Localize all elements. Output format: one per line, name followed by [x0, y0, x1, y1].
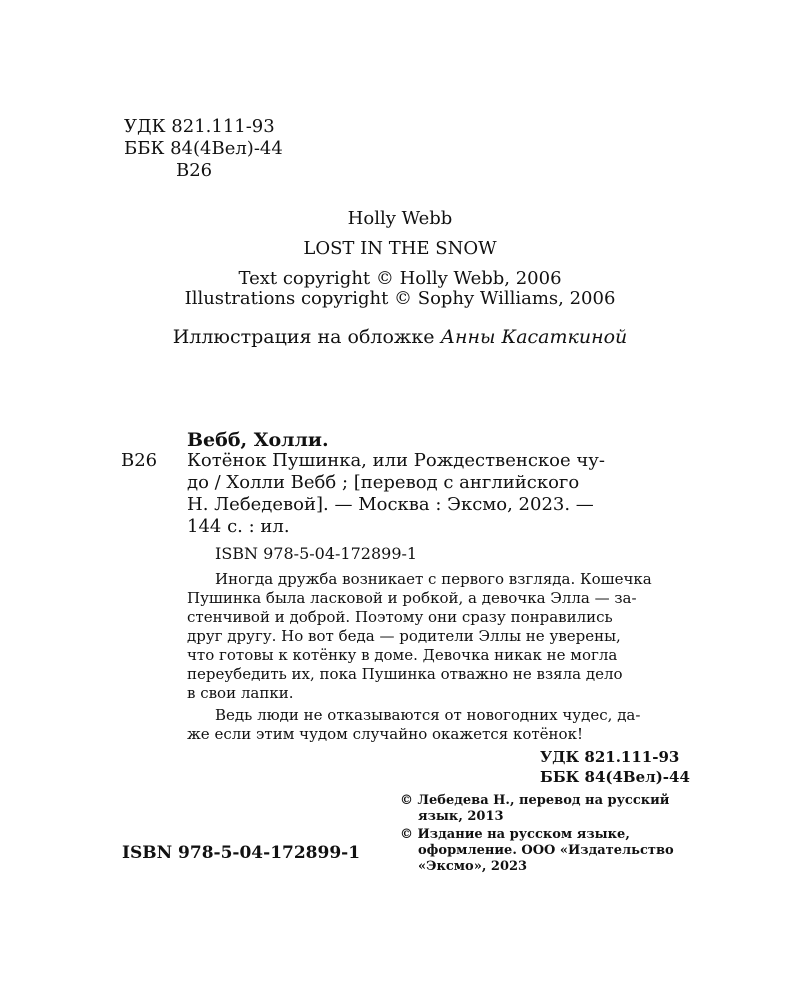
annotation-line: Ведь люди не отказываются от новогодних чудес, да-	[215, 706, 641, 724]
copyright-line: оформление. ООО «Издательство	[418, 843, 674, 858]
annotation-line: стенчивой и доброй. Поэтому они сразу понравились	[187, 608, 613, 626]
annotation-line: Иногда дружба возникает с первого взгляда. Кошечка	[215, 570, 652, 588]
bib-isbn: ISBN 978-5-04-172899-1	[215, 544, 418, 563]
record-udk-code: УДК 821.111-93	[540, 748, 680, 766]
annotation-line: переубедить их, пока Пушинка отважно не взяла дело	[187, 665, 623, 683]
original-author: Holly Webb	[347, 208, 453, 229]
bib-description-line: до / Холли Вебб ; [перевод с английского	[187, 472, 580, 493]
annotation-line: же если этим чудом случайно окажется котёнок!	[187, 725, 583, 743]
annotation-line: Пушинка была ласковой и робкой, а девочка Элла — за-	[187, 589, 637, 607]
cover-credit-prefix: Иллюстрация на обложке	[172, 326, 441, 348]
bib-description-line: Н. Лебедевой]. — Москва : Эксмо, 2023. —	[187, 494, 594, 515]
bib-description-line: Котёнок Пушинка, или Рождественское чу-	[187, 450, 605, 471]
bbk-code: ББК 84(4Вел)-44	[124, 138, 283, 159]
record-bbk-code: ББК 84(4Вел)-44	[540, 768, 690, 786]
annotation-line: что готовы к котёнку в доме. Девочка никак не могла	[187, 646, 618, 664]
illustrations-copyright: Illustrations copyright © Sophy Williams, 2006	[184, 288, 616, 309]
copyright-line: язык, 2013	[418, 809, 504, 824]
author-mark: В26	[176, 160, 213, 181]
copyright-line: © Лебедева Н., перевод на русский	[400, 793, 670, 808]
cover-illustration-credit	[0, 326, 800, 348]
annotation-line: в свои лапки.	[187, 684, 294, 702]
bib-description-line: 144 с. : ил.	[187, 516, 290, 537]
text-copyright: Text copyright © Holly Webb, 2006	[238, 268, 562, 289]
bib-author-mark: В26	[121, 450, 158, 471]
classification-block	[124, 116, 283, 182]
original-title: LOST IN THE SNOW	[303, 238, 497, 259]
cover-credit-name: Анны Касаткиной	[440, 326, 628, 348]
imprint-isbn: ISBN 978-5-04-172899-1	[122, 843, 361, 863]
udk-code: УДК 821.111-93	[124, 116, 275, 137]
bib-author-heading: Вебб, Холли.	[187, 429, 329, 451]
copyright-line: © Издание на русском языке,	[400, 827, 630, 842]
copyright-line: «Эксмо», 2023	[418, 859, 528, 874]
annotation-line: друг другу. Но вот беда — родители Эллы не уверены,	[187, 627, 621, 645]
